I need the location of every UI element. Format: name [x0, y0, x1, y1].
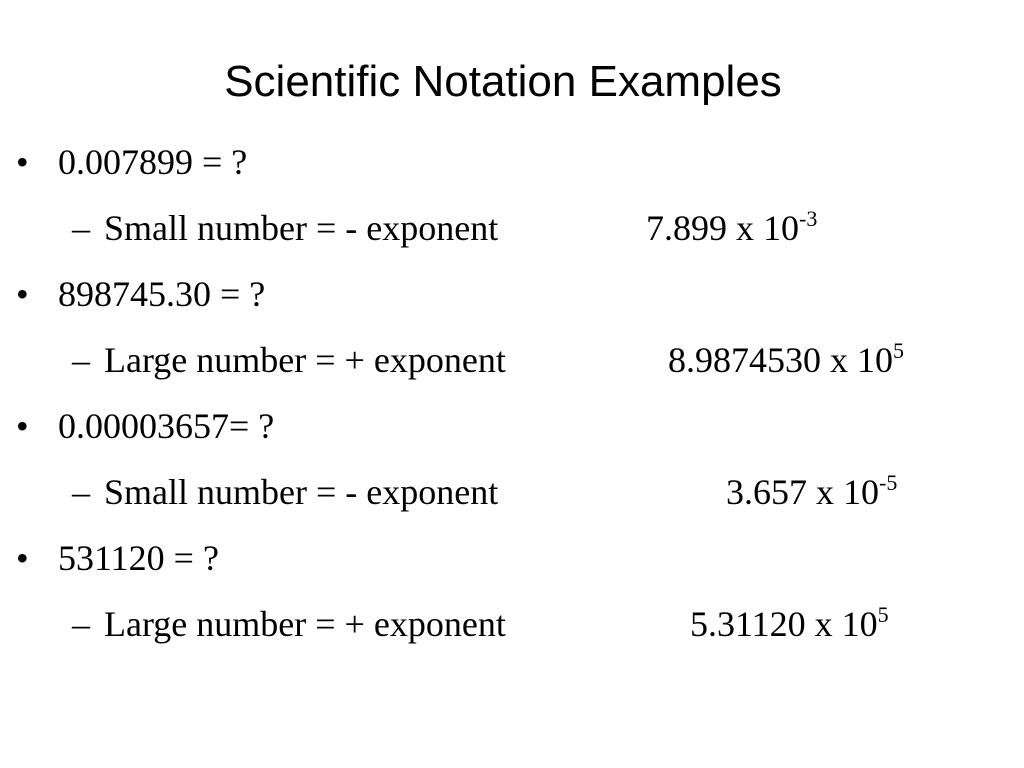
rule-text: Large number = + exponent	[104, 340, 506, 380]
dash-marker: –	[72, 340, 90, 380]
exponent-text: 5	[893, 338, 904, 363]
dash-marker: –	[72, 208, 90, 248]
bullet-marker: •	[16, 538, 29, 578]
exponent-text: -5	[879, 470, 898, 495]
question-text: 898745.30 = ?	[58, 274, 266, 314]
dash-marker: –	[72, 604, 90, 644]
dash-marker: –	[72, 472, 90, 512]
mantissa-text: 3.657 x 10	[726, 472, 879, 512]
rule-text: Small number = - exponent	[104, 472, 499, 512]
bullet-marker: •	[16, 406, 29, 446]
slide-title: Scientific Notation Examples	[224, 57, 782, 106]
answer-notation	[646, 206, 817, 255]
answer-notation	[690, 602, 889, 651]
question-text: 0.00003657= ?	[58, 406, 275, 446]
question-text: 0.007899 = ?	[58, 142, 248, 182]
answer-notation	[668, 338, 904, 387]
bullet-marker: •	[16, 274, 29, 314]
exponent-text: -3	[799, 206, 818, 231]
mantissa-text: 5.31120 x 10	[690, 604, 878, 644]
mantissa-text: 7.899 x 10	[646, 208, 799, 248]
rule-text: Large number = + exponent	[104, 604, 506, 644]
rule-text: Small number = - exponent	[104, 208, 499, 248]
answer-notation	[726, 470, 897, 519]
exponent-text: 5	[877, 602, 889, 627]
mantissa-text: 8.9874530 x 10	[668, 340, 893, 380]
question-text: 531120 = ?	[58, 538, 219, 578]
bullet-marker: •	[16, 142, 29, 182]
